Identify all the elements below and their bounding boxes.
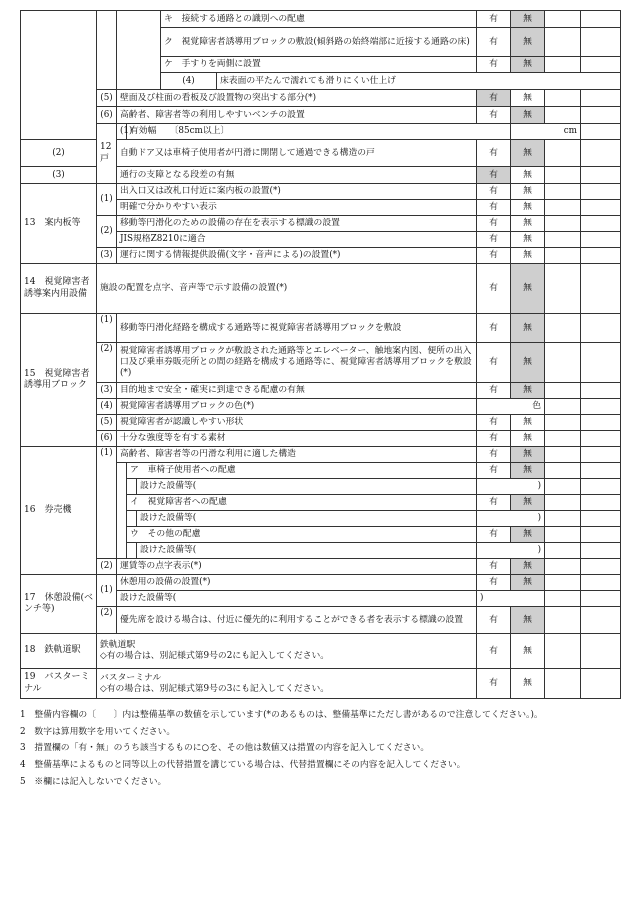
blank-cell — [127, 511, 137, 527]
no-option[interactable]: 無 — [511, 216, 545, 232]
no-option[interactable]: 無 — [511, 184, 545, 200]
table-row — [21, 264, 621, 314]
row-number: (3) — [97, 383, 117, 399]
item-text: 運賃等の点字表示(*) — [117, 559, 477, 575]
office-use-cell — [581, 399, 621, 415]
yes-option[interactable]: 有 — [477, 264, 511, 314]
office-use-cell — [581, 200, 621, 216]
no-option[interactable]: 無 — [511, 607, 545, 634]
no-option[interactable]: 無 — [511, 575, 545, 591]
alternative-cell[interactable] — [545, 167, 581, 184]
alternative-cell[interactable] — [545, 399, 581, 415]
no-option[interactable]: 無 — [511, 634, 545, 669]
row-number: (1) — [97, 184, 117, 216]
yes-option[interactable]: 有 — [477, 107, 511, 124]
equipment-label: 設けた設備等( — [137, 543, 477, 559]
yes-option[interactable]: 有 — [477, 447, 511, 463]
row-number: (2) — [97, 343, 117, 383]
alternative-cell[interactable] — [545, 447, 581, 463]
category-railway-station: 18 鉄軌道駅 — [21, 634, 97, 669]
item-text: 明確で分かりやすい表示 — [117, 200, 477, 216]
yes-option[interactable]: 有 — [477, 415, 511, 431]
office-use-cell — [581, 232, 621, 248]
yes-option[interactable]: 有 — [477, 575, 511, 591]
yes-option[interactable]: 有 — [477, 216, 511, 232]
yes-option[interactable]: 有 — [477, 167, 511, 184]
item-text: 有効幅 〔85cm以上〕 — [127, 124, 511, 140]
alternative-cell[interactable] — [545, 90, 581, 107]
table-row — [21, 11, 621, 28]
office-use-cell — [581, 184, 621, 200]
table-row — [21, 575, 621, 591]
alternative-cell[interactable] — [545, 415, 581, 431]
alternative-cell[interactable] — [545, 383, 581, 399]
category-bus-terminal: 19 バスターミナル — [21, 669, 97, 699]
table-row — [21, 607, 621, 634]
office-use-cell — [581, 140, 621, 167]
alternative-cell[interactable] — [545, 431, 581, 447]
office-use-cell — [581, 57, 621, 73]
item-title: 鉄軌道駅 — [100, 640, 136, 651]
alternative-cell[interactable] — [545, 57, 581, 73]
row-number: (2) — [97, 559, 117, 575]
item-note: ◇有の場合は、別記様式第9号の2にも記入してください。 — [100, 651, 330, 661]
row-number: (1) — [97, 447, 117, 559]
no-option[interactable]: 無 — [511, 463, 545, 479]
no-option[interactable]: 無 — [511, 167, 545, 184]
office-use-cell — [581, 90, 621, 107]
blank-cell — [127, 543, 137, 559]
yes-option[interactable]: 有 — [477, 431, 511, 447]
category-door: 12 戸 — [97, 124, 117, 184]
yes-option[interactable]: 有 — [477, 57, 511, 73]
item-text: ク 視覚障害者誘導用ブロックの敷設(傾斜路の始終端部に近接する通路の床) — [161, 28, 477, 57]
no-option[interactable]: 無 — [511, 415, 545, 431]
item-text: 優先席を設ける場合は、付近に優先的に利用することができる者を表示する標識の設置 — [117, 607, 477, 634]
block-color-input[interactable]: 色 — [477, 399, 545, 415]
no-option[interactable]: 無 — [511, 57, 545, 73]
office-use-cell — [581, 167, 621, 184]
item-text: 移動等円滑化経路を構成する通路等に視覚障害者誘導用ブロックを敷設 — [117, 314, 477, 343]
no-option[interactable]: 無 — [511, 28, 545, 57]
office-use-cell — [581, 607, 621, 634]
item-text: 自動ドア又は車椅子使用者が円滑に開閉して通過できる構造の戸 — [117, 140, 477, 167]
table-row — [21, 431, 621, 447]
item-text — [97, 634, 477, 669]
no-option[interactable]: 無 — [511, 431, 545, 447]
equipment-input[interactable]: ) — [477, 511, 545, 527]
office-use-cell — [581, 511, 621, 527]
alternative-cell[interactable] — [545, 140, 581, 167]
item-text: キ 接続する通路との識別への配慮 — [161, 11, 477, 28]
table-row — [21, 415, 621, 431]
item-text: 視覚障害者誘導用ブロックの色(*) — [117, 399, 477, 415]
row-number: (6) — [97, 107, 117, 124]
note-item: 5 ※欄には記入しないでください。 — [20, 776, 167, 787]
office-use-cell — [581, 107, 621, 124]
row-number: (2) — [97, 216, 117, 248]
office-use-cell — [581, 591, 621, 607]
alternative-cell[interactable] — [545, 559, 581, 575]
yes-option[interactable]: 有 — [477, 607, 511, 634]
alternative-cell[interactable] — [581, 124, 621, 140]
table-row — [21, 383, 621, 399]
office-use-cell — [581, 264, 621, 314]
equipment-input[interactable]: ) — [477, 479, 545, 495]
row-number: (5) — [97, 415, 117, 431]
office-use-cell — [581, 634, 621, 669]
table-row — [21, 343, 621, 383]
alternative-cell[interactable] — [545, 511, 581, 527]
item-text: イ 視覚障害者への配慮 — [127, 495, 477, 511]
checklist-page — [20, 10, 620, 791]
alternative-cell[interactable] — [545, 575, 581, 591]
table-row — [21, 447, 621, 463]
office-use-cell — [581, 543, 621, 559]
alternative-cell[interactable] — [545, 607, 581, 634]
table-row — [21, 634, 621, 669]
office-use-cell — [581, 527, 621, 543]
office-use-cell — [581, 216, 621, 232]
no-option[interactable]: 無 — [511, 248, 545, 264]
row-number: (1) — [97, 314, 117, 343]
item-text: JIS規格Z8210に適合 — [117, 232, 477, 248]
item-text: 視覚障害者誘導用ブロックが敷設された通路等とエレベーター、触地案内図、便所の出入口及び乗車券販売所との間の経路を構成する通路等に、視覚障害者誘導用ブロックを敷設(*) — [117, 343, 477, 383]
item-text — [97, 669, 477, 699]
alternative-cell[interactable] — [545, 463, 581, 479]
table-row — [21, 399, 621, 415]
category-guide-board: 13 案内板等 — [21, 184, 97, 264]
office-use-cell — [581, 669, 621, 699]
yes-option[interactable]: 有 — [477, 669, 511, 699]
office-use-cell — [581, 479, 621, 495]
table-row — [21, 90, 621, 107]
equipment-input[interactable]: ) — [477, 543, 545, 559]
category-guidance-equipment: 14 視覚障害者誘導案内用設備 — [21, 264, 97, 314]
item-text: 運行に関する情報提供設備(文字・音声による)の設置(*) — [117, 248, 477, 264]
blank-cell — [127, 479, 137, 495]
yes-option[interactable]: 有 — [477, 11, 511, 28]
blank-cell — [117, 11, 161, 90]
item-text: 出入口又は改札口付近に案内板の設置(*) — [117, 184, 477, 200]
alternative-cell[interactable] — [545, 28, 581, 57]
alternative-cell[interactable] — [545, 264, 581, 314]
yes-option[interactable]: 有 — [477, 140, 511, 167]
alternative-cell[interactable] — [545, 634, 581, 669]
yes-option[interactable]: 有 — [477, 343, 511, 383]
no-option[interactable]: 無 — [511, 232, 545, 248]
alternative-cell[interactable] — [545, 232, 581, 248]
category-ticket-machine: 16 券売機 — [21, 447, 97, 575]
item-text: 休憩用の設備の設置(*) — [117, 575, 477, 591]
row-number: (3) — [21, 167, 97, 184]
row-number: (4) — [161, 73, 217, 90]
office-use-cell — [581, 383, 621, 399]
yes-option[interactable]: 有 — [477, 559, 511, 575]
table-row — [21, 248, 621, 264]
yes-option[interactable]: 有 — [477, 28, 511, 57]
alternative-cell[interactable] — [545, 669, 581, 699]
row-number: (6) — [97, 431, 117, 447]
yes-option[interactable]: 有 — [477, 527, 511, 543]
yes-option[interactable]: 有 — [477, 463, 511, 479]
no-option[interactable]: 無 — [511, 107, 545, 124]
office-use-cell — [581, 575, 621, 591]
no-option[interactable]: 無 — [511, 343, 545, 383]
yes-option[interactable]: 有 — [477, 634, 511, 669]
door-width-input[interactable]: cm — [511, 124, 581, 140]
alternative-cell[interactable] — [545, 216, 581, 232]
alternative-cell[interactable] — [545, 495, 581, 511]
yes-option[interactable]: 有 — [477, 383, 511, 399]
item-text: ケ 手すりを両側に設置 — [161, 57, 477, 73]
office-use-cell — [581, 447, 621, 463]
category-cell — [21, 11, 97, 140]
alternative-cell[interactable] — [545, 200, 581, 216]
category-rest-equipment: 17 休憩設備(ベンチ等) — [21, 575, 97, 634]
item-text: 移動等円滑化のための設備の存在を表示する標識の設置 — [117, 216, 477, 232]
office-use-cell — [581, 415, 621, 431]
no-option[interactable]: 無 — [511, 559, 545, 575]
item-text: 高齢者、障害者等の利用しやすいベンチの設置 — [117, 107, 477, 124]
yes-option[interactable]: 有 — [477, 232, 511, 248]
item-title: バスターミナル — [100, 672, 162, 683]
alternative-cell[interactable] — [545, 543, 581, 559]
no-option[interactable]: 無 — [511, 495, 545, 511]
office-use-cell — [581, 431, 621, 447]
note-item: 1 整備内容欄の〔 〕内は整備基準の数値を示しています(*のあるものは、整備基準にただし書があるので注意してください。)。 — [20, 710, 543, 720]
office-use-cell — [581, 248, 621, 264]
yes-option[interactable]: 有 — [477, 184, 511, 200]
table-row — [21, 559, 621, 575]
equipment-label: 設けた設備等( — [137, 511, 477, 527]
equipment-label: 設けた設備等( — [117, 591, 477, 607]
row-number: (2) — [21, 140, 97, 167]
office-use-cell — [581, 11, 621, 28]
no-option[interactable]: 無 — [511, 11, 545, 28]
table-row — [21, 184, 621, 200]
office-use-cell — [581, 495, 621, 511]
table-row — [21, 669, 621, 699]
alternative-cell[interactable] — [545, 107, 581, 124]
row-number: (1) — [97, 575, 117, 607]
office-use-cell — [581, 343, 621, 383]
no-option[interactable]: 無 — [511, 447, 545, 463]
no-option[interactable]: 無 — [511, 140, 545, 167]
row-number: (2) — [97, 607, 117, 634]
item-text: ウ その他の配慮 — [127, 527, 477, 543]
no-option[interactable]: 無 — [511, 669, 545, 699]
row-number: (3) — [97, 248, 117, 264]
blank-cell — [97, 11, 117, 90]
item-note: ◇有の場合は、別記様式第9号の3にも記入してください。 — [100, 683, 330, 694]
item-text: 高齢者、障害者等の円滑な利用に適した構造 — [117, 447, 477, 463]
equipment-input[interactable]: ) — [477, 591, 545, 607]
yes-option[interactable]: 有 — [477, 248, 511, 264]
alternative-cell[interactable] — [545, 184, 581, 200]
note-item: 3 措置欄の「有・無」のうち該当するものに○を、その他は数値又は措置の内容を記入してください。 — [20, 743, 430, 754]
no-option[interactable]: 無 — [511, 383, 545, 399]
table-row — [21, 314, 621, 343]
table-row — [21, 216, 621, 232]
item-text: 十分な強度等を有する素材 — [117, 431, 477, 447]
no-option[interactable]: 無 — [511, 314, 545, 343]
footnotes — [20, 707, 620, 791]
office-use-cell — [581, 28, 621, 57]
item-text: 壁面及び柱面の看板及び設置物の突出する部分(*) — [117, 90, 477, 107]
alternative-cell[interactable] — [545, 248, 581, 264]
yes-option[interactable]: 有 — [477, 495, 511, 511]
no-option[interactable]: 無 — [511, 90, 545, 107]
alternative-cell[interactable] — [545, 314, 581, 343]
note-item: 4 整備基準によるものと同等以上の代替措置を講じている場合は、代替措置欄にその内容を記入してください。 — [20, 760, 466, 771]
office-use-cell — [581, 463, 621, 479]
alternative-cell[interactable] — [545, 527, 581, 543]
item-text: 床表面の平たんで濡れても滑りにくい仕上げ — [217, 73, 621, 90]
no-option[interactable]: 無 — [511, 527, 545, 543]
table-row — [21, 124, 621, 140]
alternative-cell[interactable] — [545, 11, 581, 28]
row-number: (5) — [97, 90, 117, 107]
item-text: ア 車椅子使用者への配慮 — [127, 463, 477, 479]
alternative-cell[interactable] — [545, 343, 581, 383]
yes-option[interactable]: 有 — [477, 314, 511, 343]
yes-option[interactable]: 有 — [477, 90, 511, 107]
equipment-label: 設けた設備等( — [137, 479, 477, 495]
blank-cell — [117, 463, 127, 559]
category-tactile-block: 15 視覚障害者誘導用ブロック — [21, 314, 97, 447]
no-option[interactable]: 無 — [511, 264, 545, 314]
row-number: (1) — [117, 124, 127, 140]
alternative-cell[interactable] — [545, 591, 581, 607]
office-use-cell — [581, 559, 621, 575]
no-option[interactable]: 無 — [511, 200, 545, 216]
item-text: 通行の支障となる段差の有無 — [117, 167, 477, 184]
item-text: 目的地まで安全・確実に到達できる配慮の有無 — [117, 383, 477, 399]
table-row — [21, 107, 621, 124]
yes-option[interactable]: 有 — [477, 200, 511, 216]
office-use-cell — [581, 314, 621, 343]
row-number: (4) — [97, 399, 117, 415]
item-text: 視覚障害者が認識しやすい形状 — [117, 415, 477, 431]
note-item: 2 数字は算用数字を用いてください。 — [20, 726, 176, 737]
alternative-cell[interactable] — [545, 479, 581, 495]
checklist-table — [20, 10, 621, 699]
item-text: 施設の配置を点字、音声等で示す設備の設置(*) — [97, 264, 477, 314]
